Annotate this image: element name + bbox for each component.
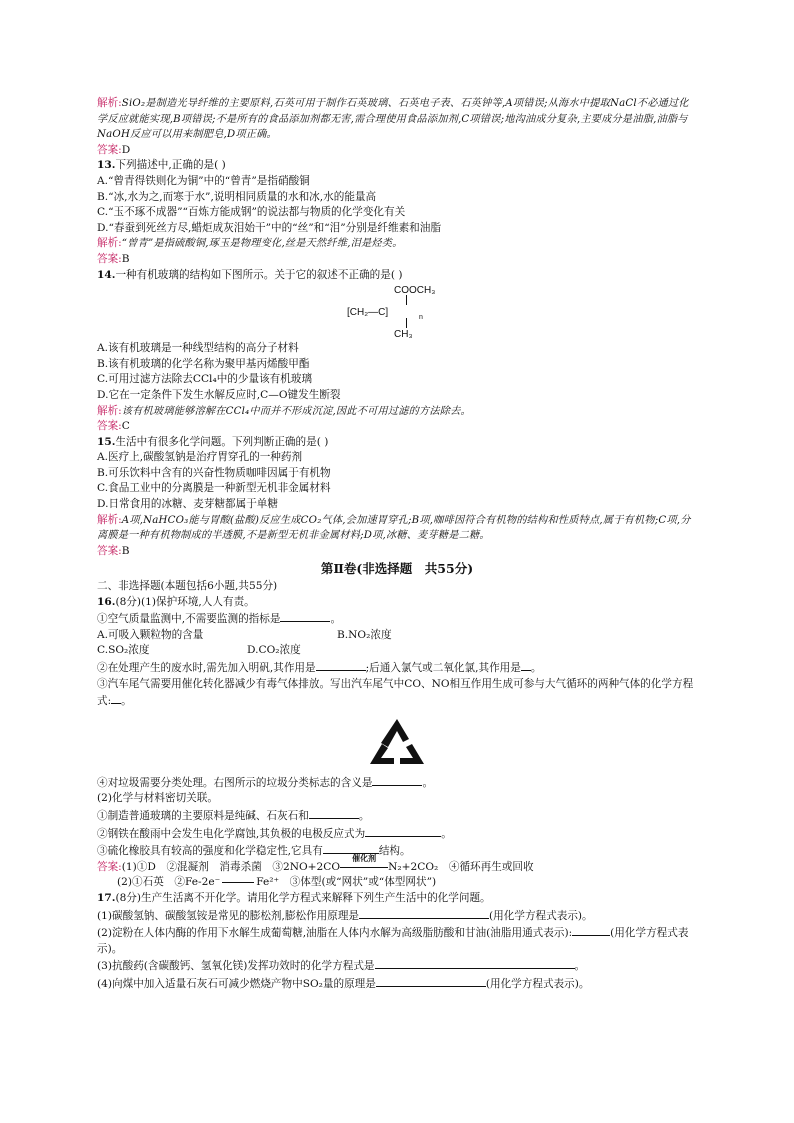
answer-value: B xyxy=(121,252,130,265)
q16-option-d: D.CO₂浓度 xyxy=(247,644,301,657)
sub-question-end: 。 xyxy=(530,662,542,674)
recycle-icon xyxy=(368,717,426,767)
sub-question-text: (3)抗酸药(含碳酸钙、氢氧化镁)发挥功效时的化学方程式是 xyxy=(97,960,375,973)
question-head: (8分)(1)保护环境,人人有责。 xyxy=(115,595,255,608)
analysis-label: 解析: xyxy=(97,404,122,417)
question-number: 16. xyxy=(97,595,116,608)
q13-answer xyxy=(97,252,697,268)
q15-stem xyxy=(97,435,697,451)
sub-question-text: ②在处理产生的废水时,需先加入明矾,其作用是 xyxy=(97,662,316,674)
formula-main-chain: [CH₂—C] xyxy=(347,307,389,319)
q16-option-b: B.NO₂浓度 xyxy=(337,628,392,641)
q15-answer xyxy=(97,544,697,560)
q14-stem xyxy=(97,268,697,284)
answer-blank[interactable] xyxy=(375,957,575,969)
answer-blank[interactable] xyxy=(572,924,610,936)
q16-sub4 xyxy=(97,774,697,792)
sub-question-text: (1)碳酸氢钠、碳酸氢铵是常见的膨松剂,膨松作用原理是 xyxy=(97,909,360,922)
question-number: 13. xyxy=(97,159,116,172)
sub-question-end: 结构。 xyxy=(378,845,411,858)
answer-label: 答案: xyxy=(97,544,122,557)
q16-option-a: A.可吸入颗粒物的含量 xyxy=(97,628,204,641)
answer-value: C xyxy=(121,420,130,433)
answer-label: 答案: xyxy=(97,143,122,156)
q14-option-d: D.它在一定条件下发生水解反应时,C—O键发生断裂 xyxy=(97,388,341,401)
answer-blank[interactable] xyxy=(372,774,422,786)
question-stem: 一种有机玻璃的结构如下图所示。关于它的叙述不正确的是( ) xyxy=(115,268,403,281)
sub-question-text: ①制造普通玻璃的主要原料是纯碱、石灰石和 xyxy=(97,809,309,822)
q13-analysis xyxy=(97,236,697,252)
q17-head xyxy=(97,891,697,907)
q17-sub4 xyxy=(97,975,697,993)
q13-option-d: D.“春蚕到死丝方尽,蜡炬成灰泪始干”中的“丝”和“泪”分别是纤维素和油脂 xyxy=(97,221,441,234)
sub-question-text: ①空气质量监测中,不需要监测的指标是 xyxy=(97,613,281,626)
q16-part2: (2)化学与材料密切关联。 xyxy=(97,792,218,805)
q16-sub2 xyxy=(97,659,697,677)
answer-label: 答案: xyxy=(97,252,122,265)
question-stem: 生活中有很多化学问题。下列判断正确的是( ) xyxy=(115,435,329,448)
sub-question-text: ③硫化橡胶具有较高的强度和化学稳定性,它具有 xyxy=(97,845,323,858)
question-number: 17. xyxy=(97,891,116,904)
section-intro: 二、非选择题(本题包括6小题,共55分) xyxy=(97,580,278,593)
formula-bond-up xyxy=(406,295,407,305)
document-page xyxy=(97,96,697,993)
sub-question-text: ③汽车尾气需要用催化转化器减少有毒气体排放。写出汽车尾气中CO、NO相互作用生成可参与大气循环的两种气体的化学方程式: xyxy=(97,677,694,708)
analysis-label: 解析: xyxy=(97,237,122,250)
answer-value: B xyxy=(121,544,130,557)
analysis-text: SiO₂是制造光导纤维的主要原料,石英可用于制作石英玻璃、石英电子表、石英钟等,A项错误;从海水中提取NaCl不必通过化学反应就能实现,B项错误;不是所有的食品添加剂都无害,需合理使用食品添加剂,C项错误;地沟油成分复杂,主要成分是油脂,油脂与NaOH反应可以用来制肥皂,D项正确。 xyxy=(97,98,689,141)
sub-question-end: 。 xyxy=(330,613,342,626)
catalyst-arrow xyxy=(340,852,388,874)
q12-answer xyxy=(97,143,697,159)
formula-n: n xyxy=(419,314,423,322)
answer-value: D xyxy=(121,143,131,156)
answer-text-2: N₂+2CO₂ ④循环再生或回收 xyxy=(388,860,534,873)
q17-sub2 xyxy=(97,924,697,957)
q16-options-row2 xyxy=(97,643,697,659)
answer-text: (1)①D ②混凝剂 消毒杀菌 ③2NO+2CO xyxy=(121,860,341,873)
answer-blank[interactable] xyxy=(376,975,486,987)
sub-question-text: (2)淀粉在人体内酶的作用下水解生成葡萄糖,油脂在人体内水解为高级脂肪酸和甘油(油脂用通式表示): xyxy=(97,927,573,940)
sub-question-end: (用化学方程式表示)。 xyxy=(97,927,689,955)
q14-option-c: C.可用过滤方法除去CCl₄中的少量该有机玻璃 xyxy=(97,373,313,386)
q17-sub1 xyxy=(97,907,697,925)
sub-question-end: (用化学方程式表示)。 xyxy=(485,977,590,990)
q15-analysis xyxy=(97,513,697,544)
answer-label: 答案: xyxy=(97,860,122,873)
answer-text-2: Fe²⁺ ③体型(或“网状”或“体型网状”) xyxy=(256,876,437,889)
sub-question-text-2: ;后通入氯气或二氧化氯,其作用是 xyxy=(365,662,521,674)
answer-blank[interactable] xyxy=(365,825,441,837)
q16-sub3 xyxy=(97,677,697,710)
q16-part2-sub3 xyxy=(97,842,697,860)
q15-option-d: D.日常食用的冰糖、麦芽糖都属于单糖 xyxy=(97,498,278,511)
q16-part2-sub2 xyxy=(97,825,697,843)
q15-option-c: C.食品工业中的分离膜是一种新型无机非金属材料 xyxy=(97,482,331,495)
sub-question-text: ④对垃圾需要分类处理。右图所示的垃圾分类标志的含义是 xyxy=(97,776,373,789)
q16-sub1 xyxy=(97,610,697,628)
analysis-text: 该有机玻璃能够溶解在CCl₄中而并不形成沉淀,因此不可用过滤的方法除去。 xyxy=(121,405,471,417)
sub-question-end: 。 xyxy=(121,695,132,708)
formula-bottom-group: CH₃ xyxy=(394,329,413,341)
answer-blank[interactable] xyxy=(309,807,359,819)
q14-option-b: B.该有机玻璃的化学名称为聚甲基丙烯酸甲酯 xyxy=(97,357,310,370)
sub-question-end: 。 xyxy=(574,960,586,973)
q15-option-a: A.医疗上,碳酸氢钠是治疗胃穿孔的一种药剂 xyxy=(97,451,303,464)
q13-option-a: A.“曾青得铁则化为铜”中的“曾青”是指硝酸铜 xyxy=(97,174,310,187)
q13-option-b: B.“冰,水为之,而寒于水”,说明相同质量的水和冰,水的能量高 xyxy=(97,190,377,203)
q16-part2-sub1 xyxy=(97,807,697,825)
q16-head xyxy=(97,595,697,611)
q15-option-b: B.可乐饮料中含有的兴奋性物质咖啡因属于有机物 xyxy=(97,466,331,479)
analysis-label: 解析: xyxy=(97,97,122,109)
q13-option-c: C.“玉不琢不成器”“百炼方能成钢”的说法都与物质的化学变化有关 xyxy=(97,206,406,219)
question-number: 15. xyxy=(97,435,116,448)
reaction-arrow xyxy=(222,882,254,883)
q17-sub3 xyxy=(97,957,697,975)
sub-question-end: 。 xyxy=(441,827,452,840)
section-title: 第Ⅱ卷(非选择题 共55分) xyxy=(320,561,474,577)
answer-blank[interactable] xyxy=(359,907,489,919)
question-number: 14. xyxy=(97,268,116,281)
answer-label: 答案: xyxy=(97,420,122,433)
question-head: (8分)生产生活离不开化学。请用化学方程式来解释下列生产生活中的化学问题。 xyxy=(115,891,491,904)
q16-answer-line2 xyxy=(97,875,697,891)
answer-text: (2)①石英 ②Fe-2e⁻ xyxy=(117,876,221,889)
analysis-text: A项,NaHCO₃能与胃酸(盐酸)反应生成CO₂气体,会加速胃穿孔;B项,咖啡因符合有机物的结构和性质特点,属于有机物;C项,分离膜是一种有机物制成的半透膜,不是新型无机非金属材料;D项,冰糖、麦芽糖是二糖。 xyxy=(97,514,691,542)
analysis-label: 解析: xyxy=(97,513,122,526)
answer-blank[interactable] xyxy=(316,659,366,671)
question-stem: 下列描述中,正确的是( ) xyxy=(115,159,226,172)
q14-answer xyxy=(97,419,697,435)
formula-top-group: COOCH₃ xyxy=(394,285,436,297)
analysis-text: “曾青”是指硫酸铜,琢玉是物理变化,丝是天然纤维,泪是烃类。 xyxy=(121,238,403,250)
recycle-icon-wrap xyxy=(97,710,697,774)
q16-answer-line1 xyxy=(97,852,697,876)
sub-question-text: ②钢铁在酸雨中会发生电化学腐蚀,其负极的电极反应式为 xyxy=(97,827,366,840)
q14-analysis xyxy=(97,404,697,420)
q12-analysis xyxy=(97,96,697,143)
q16-option-c: C.SO₂浓度 xyxy=(97,644,150,657)
q13-stem xyxy=(97,158,697,174)
answer-blank[interactable] xyxy=(521,659,531,671)
sub-question-text: (4)向煤中加入适量石灰石可减少燃烧产物中SO₂量的原理是 xyxy=(97,977,376,990)
polymer-structure-formula xyxy=(97,283,697,341)
sub-question-end: 。 xyxy=(358,809,370,822)
arrow-line xyxy=(340,867,388,868)
answer-blank[interactable] xyxy=(280,610,330,622)
q16-options-row1 xyxy=(97,628,697,644)
sub-question-end: 。 xyxy=(422,776,434,789)
q14-option-a: A.该有机玻璃是一种线型结构的高分子材料 xyxy=(97,342,299,355)
answer-blank[interactable] xyxy=(111,692,121,704)
arrow-condition: 催化剂 xyxy=(352,852,377,863)
sub-question-end: (用化学方程式表示)。 xyxy=(489,909,593,922)
